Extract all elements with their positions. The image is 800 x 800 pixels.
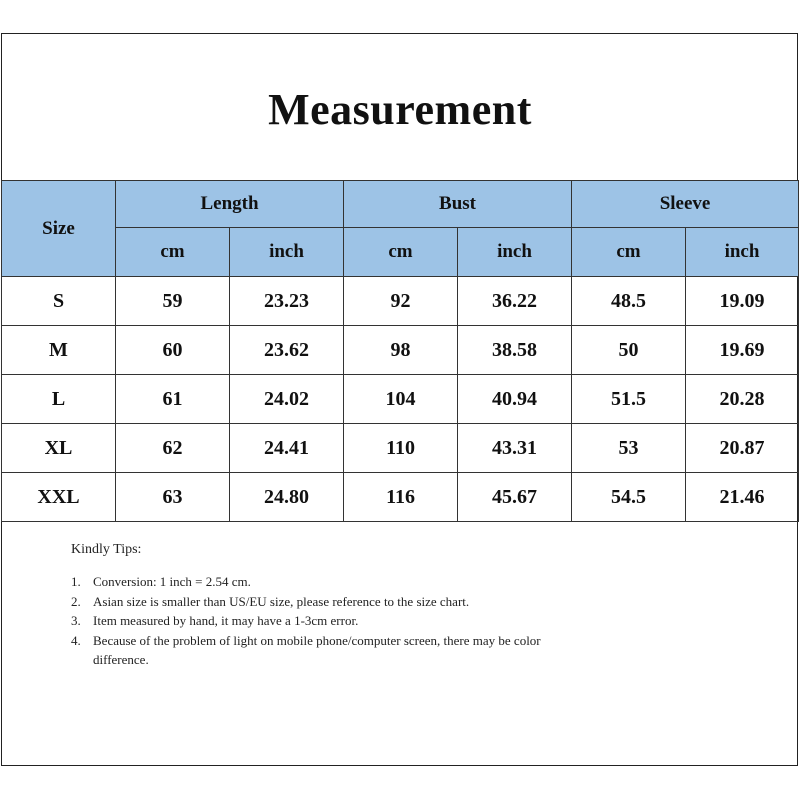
table-cell: 110 xyxy=(344,424,458,473)
kindly-tips xyxy=(71,542,593,670)
table-cell: 116 xyxy=(344,473,458,522)
table-row xyxy=(2,326,799,375)
table-cell: 98 xyxy=(344,326,458,375)
table-cell: 48.5 xyxy=(572,277,686,326)
table-cell: 53 xyxy=(572,424,686,473)
size-label: S xyxy=(2,277,116,326)
table-cell: 92 xyxy=(344,277,458,326)
table-cell: 20.28 xyxy=(686,375,799,424)
table-cell: 59 xyxy=(116,277,230,326)
table-cell: 63 xyxy=(116,473,230,522)
tip-number: 4. xyxy=(71,632,81,648)
size-column-header: Size xyxy=(2,181,116,277)
size-label: L xyxy=(2,375,116,424)
table-cell: 19.09 xyxy=(686,277,799,326)
table-cell: 104 xyxy=(344,375,458,424)
table-cell: 21.46 xyxy=(686,473,799,522)
table-cell: 62 xyxy=(116,424,230,473)
tip-item xyxy=(71,592,593,612)
tip-item xyxy=(71,631,593,670)
sleeve-group-header: Sleeve xyxy=(572,181,799,228)
table-row xyxy=(2,277,799,326)
table-row xyxy=(2,473,799,522)
table-cell: 60 xyxy=(116,326,230,375)
table-cell: 61 xyxy=(116,375,230,424)
tip-number: 2. xyxy=(71,593,81,609)
table-cell: 51.5 xyxy=(572,375,686,424)
table-cell: 45.67 xyxy=(458,473,572,522)
tip-text: Asian size is smaller than US/EU size, please reference to the size chart. xyxy=(93,593,470,609)
tip-text: Item measured by hand, it may have a 1-3cm error. xyxy=(93,613,359,628)
size-label: XL xyxy=(2,424,116,473)
table-cell: 23.23 xyxy=(230,277,344,326)
unit-header: inch xyxy=(230,228,344,277)
table-cell: 43.31 xyxy=(458,424,572,473)
tip-number: 3. xyxy=(71,613,81,628)
length-group-header: Length xyxy=(116,181,344,228)
table-cell: 54.5 xyxy=(572,473,686,522)
tip-item xyxy=(71,611,593,631)
unit-header: inch xyxy=(458,228,572,277)
table-row xyxy=(2,424,799,473)
tip-number: 1. xyxy=(71,574,81,589)
tips-heading: Kindly Tips: xyxy=(71,542,142,557)
table-cell: 24.80 xyxy=(230,473,344,522)
table-cell: 23.62 xyxy=(230,326,344,375)
tips-list xyxy=(71,572,593,670)
table-row xyxy=(2,375,799,424)
table-cell: 38.58 xyxy=(458,326,572,375)
table-cell: 24.02 xyxy=(230,375,344,424)
tip-text: Because of the problem of light on mobile phone/computer screen, there may be color difference. xyxy=(93,632,541,667)
tip-text: Conversion: 1 inch = 2.54 cm. xyxy=(93,574,251,589)
size-label: XXL xyxy=(2,473,116,522)
tip-item xyxy=(71,572,593,592)
page-title: Measurement xyxy=(268,85,532,134)
bust-group-header: Bust xyxy=(344,181,572,228)
size-table xyxy=(1,180,799,522)
table-cell: 40.94 xyxy=(458,375,572,424)
unit-header: cm xyxy=(572,228,686,277)
table-cell: 24.41 xyxy=(230,424,344,473)
table-cell: 50 xyxy=(572,326,686,375)
size-label: M xyxy=(2,326,116,375)
table-cell: 19.69 xyxy=(686,326,799,375)
unit-header: inch xyxy=(686,228,799,277)
unit-header: cm xyxy=(116,228,230,277)
table-cell: 20.87 xyxy=(686,424,799,473)
unit-header: cm xyxy=(344,228,458,277)
table-cell: 36.22 xyxy=(458,277,572,326)
